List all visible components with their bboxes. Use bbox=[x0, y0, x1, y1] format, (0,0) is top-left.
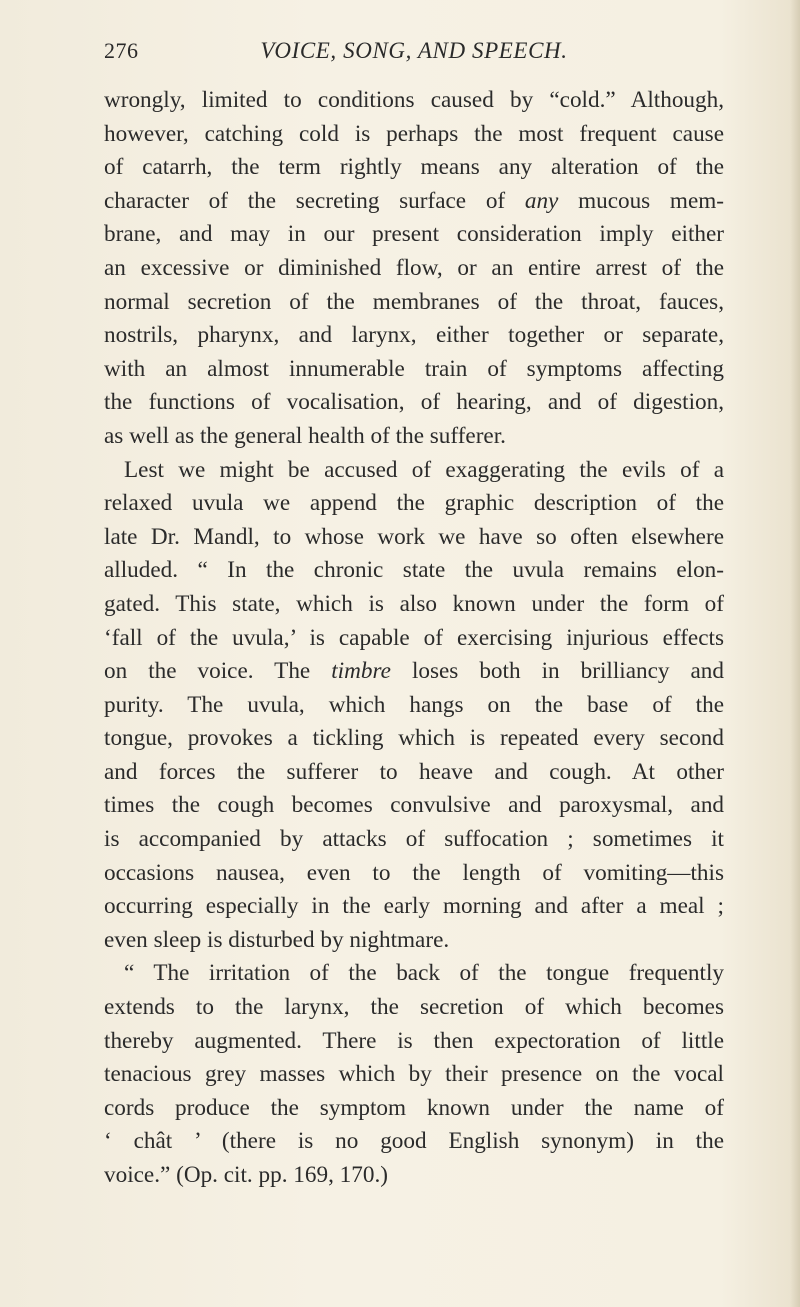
text-line: voice.” (Op. cit. pp. 169, 170.) bbox=[104, 1162, 388, 1188]
text-line: occurring especially in the early morning and after a meal ; bbox=[104, 893, 724, 920]
text-line: extends to the larynx, the secretion of which becomes bbox=[104, 994, 724, 1021]
text-line: occasions nausea, even to the length of vomiting—this bbox=[104, 859, 724, 886]
text-line: even sleep is disturbed by nightmare. bbox=[104, 926, 450, 953]
text-line: thereby augmented. There is then expectoration of little bbox=[104, 1027, 724, 1054]
text-line: the functions of vocalisation, of hearing, and of digestion, bbox=[104, 389, 724, 416]
page-edge-shadow bbox=[790, 0, 800, 1307]
text-line: on the voice. The timbre loses both in brilliancy and bbox=[104, 658, 724, 685]
page-header bbox=[104, 38, 724, 68]
text-line: of catarrh, the term rightly means any alteration of the bbox=[104, 154, 724, 181]
text-line: normal secretion of the membranes of the throat, fauces, bbox=[104, 288, 724, 315]
text-line: is accompanied by attacks of suffocation ; sometimes it bbox=[104, 826, 724, 853]
text-line: alluded. “ In the chronic state the uvula remains elon- bbox=[104, 557, 724, 584]
text-line: an excessive or diminished flow, or an entire arrest of the bbox=[104, 254, 724, 281]
body-text bbox=[104, 84, 724, 1193]
text-line: relaxed uvula we append the graphic description of the bbox=[104, 490, 724, 517]
text-line: ‘ chât ’ (there is no good English synonym) in the bbox=[104, 1128, 724, 1155]
text-line: purity. The uvula, which hangs on the base of the bbox=[104, 691, 724, 718]
text-line: ‘fall of the uvula,’ is capable of exercising injurious effects bbox=[104, 624, 724, 651]
text-line: as well as the general health of the sufferer. bbox=[104, 422, 506, 449]
text-line: character of the secreting surface of any mucous mem- bbox=[104, 187, 725, 214]
text-line: wrongly, limited to conditions caused by “cold.” Although, bbox=[104, 87, 724, 113]
page-number: 276 bbox=[104, 38, 139, 63]
text-line: “ The irritation of the back of the tongue frequently bbox=[124, 960, 724, 987]
text-line: however, catching cold is perhaps the most frequent cause bbox=[104, 120, 724, 147]
text-line: times the cough becomes convulsive and paroxysmal, and bbox=[104, 792, 724, 819]
text-line: late Dr. Mandl, to whose work we have so often elsewhere bbox=[104, 523, 724, 550]
text-line: Lest we might be accused of exaggerating the evils of a bbox=[124, 456, 724, 483]
text-line: and forces the sufferer to heave and cough. At other bbox=[104, 758, 724, 785]
running-title: VOICE, SONG, AND SPEECH. bbox=[260, 38, 568, 63]
text-line: brane, and may in our present consideration imply either bbox=[104, 221, 724, 248]
text-line: tenacious grey masses which by their presence on the vocal bbox=[104, 1061, 724, 1088]
text-line: gated. This state, which is also known under the form of bbox=[104, 590, 724, 617]
text-line: nostrils, pharynx, and larynx, either together or separate, bbox=[104, 322, 724, 349]
text-line: cords produce the symptom known under the name of bbox=[104, 1094, 724, 1121]
text-line: with an almost innumerable train of symptoms affecting bbox=[104, 355, 724, 382]
text-line: tongue, provokes a tickling which is repeated every second bbox=[104, 725, 724, 752]
